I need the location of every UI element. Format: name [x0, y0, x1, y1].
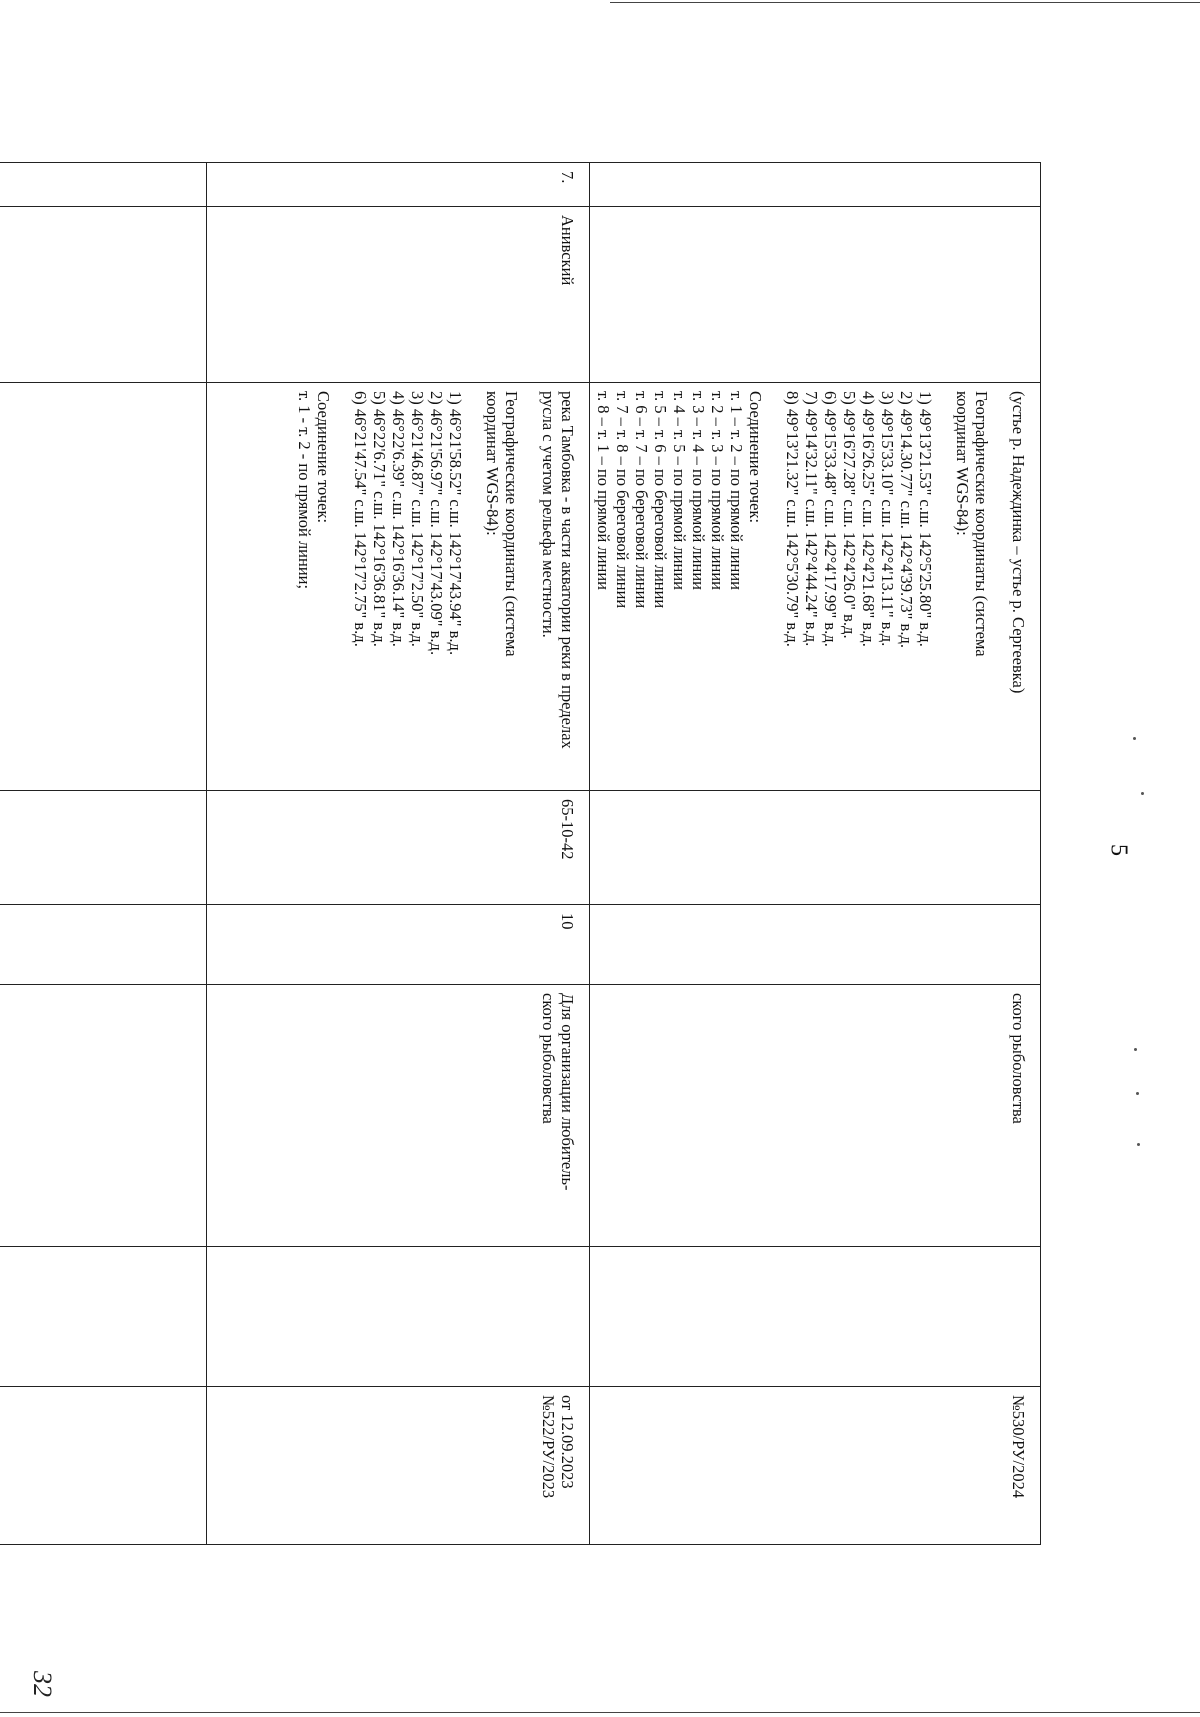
- cell-purpose: [207, 985, 590, 1247]
- connection-item: т. 4 – т. 5 – по прямой линии: [670, 391, 689, 591]
- coordinate-item: 5) 49°16'27.28" с.ш. 142°4'26.0" в.д.: [840, 391, 859, 639]
- cell-number: [207, 163, 590, 207]
- cell-blank: [207, 1247, 590, 1387]
- purpose-text: ского рыболовства: [539, 993, 558, 1124]
- rotated-table-frame: [113, 162, 1041, 1544]
- coordinate-item: 2) 46°21'56.97" с.ш. 142°17'43.09" в.д.: [427, 391, 446, 656]
- connection-item: т. 2 – т. 3 – по прямой линии: [708, 391, 727, 591]
- coordinate-item: 1) 46°21'58.52" с.ш. 142°17'43.94" в.д.: [446, 391, 465, 656]
- connection-heading: Соединение точек:: [746, 391, 765, 524]
- coords-heading: координат WGS-84):: [953, 391, 972, 536]
- cell-code: [590, 791, 1041, 905]
- cell-area: [0, 905, 207, 985]
- cell-code: [207, 791, 590, 905]
- connection-item: т. 3 – т. 4 – по прямой линии: [689, 391, 708, 591]
- coordinate-item: 6) 49°15'33.48" с.ш. 142°4'17.99" в.д.: [821, 391, 840, 647]
- document-number: №530/РУ/2024: [1009, 1395, 1028, 1499]
- coordinate-item: 3) 46°21'46.87" с.ш. 142°17'2.50" в.д.: [408, 391, 427, 647]
- connection-item: т. 8 – т. 1 – по прямой линии: [594, 391, 613, 591]
- row-number: 7.: [558, 171, 577, 184]
- page-number: 5: [1105, 844, 1132, 856]
- cell-document: [0, 1387, 207, 1545]
- cell-description: [0, 383, 207, 791]
- document-number: №522/РУ/2023: [539, 1395, 558, 1499]
- connection-item: т. 1 - т. 2 - по прямой линии;: [295, 391, 314, 590]
- cell-purpose: [590, 985, 1041, 1247]
- purpose-text: ского рыболовства: [1009, 993, 1028, 1124]
- cell-document: [590, 1387, 1041, 1545]
- cell-number: [590, 163, 1041, 207]
- scan-edge-top: [610, 2, 1200, 3]
- cell-description: [207, 383, 590, 791]
- rotated-table: [113, 162, 1041, 1544]
- coordinate-item: 4) 49°16'26.25" с.ш. 142°4'21.68" в.д.: [859, 391, 878, 647]
- cell-blank: [0, 1247, 207, 1387]
- area-description: река Тамбовка - в части акватории реки в пределах русла с учетом рельефа местности.: [539, 391, 577, 749]
- connection-item: т. 5 – т. 6 – по береговой линии: [651, 391, 670, 609]
- cell-area: [590, 905, 1041, 985]
- connection-item: т. 1 – т. 2 – по прямой линии: [727, 391, 746, 591]
- cell-description: [590, 383, 1041, 791]
- cell-district: [207, 207, 590, 383]
- cell-district: [0, 207, 207, 383]
- scan-dot: [1136, 1092, 1139, 1095]
- handwritten-sheet-number: 32: [28, 1671, 57, 1697]
- cell-blank: [590, 1247, 1041, 1387]
- scan-dot: [1134, 1048, 1137, 1051]
- district-name: Анивский: [558, 215, 577, 286]
- coordinate-item: 7) 49°14'32.11" с.ш. 142°4'44.24" в.д.: [802, 391, 821, 647]
- cell-code: [0, 791, 207, 905]
- coordinate-item: 6) 46°21'47.54" с.ш. 142°17'2.75" в.д.: [351, 391, 370, 647]
- cell-district: [590, 207, 1041, 383]
- coordinate-item: 1) 49°13'21.53" с.ш. 142°5'25.80" в.д.: [916, 391, 935, 647]
- coordinate-item: 8) 49°13'21.32" с.ш. 142°5'30.79" в.д.: [783, 391, 802, 647]
- table-row-7: [207, 163, 590, 1545]
- scan-edge-bottom: [0, 1712, 1200, 1713]
- table-row-continuation: [590, 163, 1041, 1545]
- connection-item: т. 6 – т. 7 – по береговой линии: [632, 391, 651, 609]
- cell-document: [207, 1387, 590, 1545]
- cell-area: [207, 905, 590, 985]
- document-date: от 12.09.2023: [558, 1395, 577, 1489]
- scan-dot: [1141, 792, 1144, 795]
- fishing-areas-table: [0, 162, 1041, 1545]
- coordinate-item: 5) 46°22'6.71" с.ш. 142°16'36.81" в.д.: [370, 391, 389, 647]
- connection-heading: Соединение точек:: [314, 391, 333, 524]
- coords-heading: Географические координаты (система: [972, 391, 991, 657]
- cell-number: [0, 163, 207, 207]
- connection-item: т. 7 – т. 8 – по береговой линии: [613, 391, 632, 609]
- coords-heading: координат WGS-84):: [483, 391, 502, 536]
- description-heading: (устье р. Надеждинка – устье р. Сергеевка): [1009, 391, 1028, 694]
- scan-dot: [1137, 1143, 1140, 1146]
- area-size: 10: [558, 913, 577, 930]
- cell-purpose: [0, 985, 207, 1247]
- coordinate-item: 3) 49°15'33.10" с.ш. 142°4'13.11" в.д.: [878, 391, 897, 647]
- coordinate-item: 2) 49°14.30.77" с.ш. 142°4'39.73" в.д.: [897, 391, 916, 648]
- coords-heading: Географические координаты (система: [502, 391, 521, 657]
- table-row-7-continued: [0, 163, 207, 1545]
- purpose-text: Для организации любитель-: [558, 993, 577, 1191]
- coordinate-item: 4) 46°22'6.39" с.ш. 142°16'36.14" в.д.: [389, 391, 408, 647]
- scan-dot: [1133, 737, 1136, 740]
- area-code: 65-10-42: [558, 799, 577, 860]
